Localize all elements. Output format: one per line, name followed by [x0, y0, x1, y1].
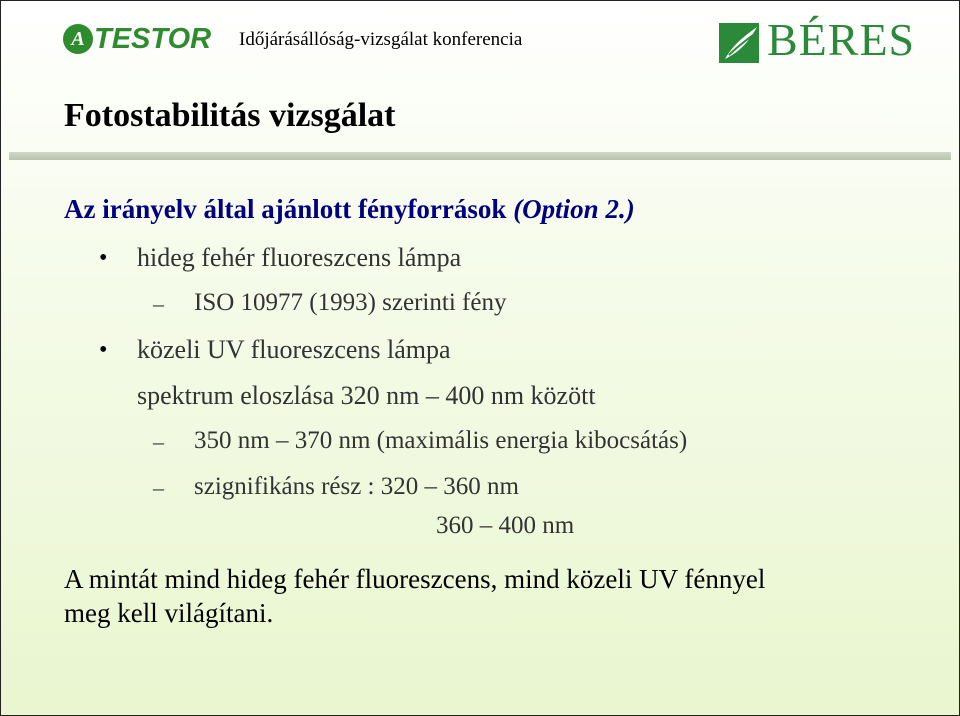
list-item-spectrum: spektrum eloszlása 320 nm – 400 nm között — [137, 381, 596, 410]
footer-text — [64, 562, 765, 630]
list-item-dash-1: ISO 10977 (1993) szerinti fény — [194, 289, 507, 316]
list-item-dash-3: szignifikáns rész : 320 – 360 nm — [194, 473, 519, 500]
list-item-dash-2: 350 nm – 370 nm (maximális energia kibocsátás) — [194, 427, 688, 454]
section-heading-option: (Option 2.) — [513, 194, 635, 224]
beres-logo — [719, 15, 915, 65]
testor-logo-mark: A — [63, 24, 93, 54]
conference-title: Időjárásállóság-vizsgálat konferencia — [239, 29, 523, 50]
footer-line-1: A mintát mind hideg fehér fluoreszcens, mind közeli UV fénnyel — [64, 564, 766, 594]
list-item-bullet-1: hideg fehér fluoreszcens lámpa — [137, 243, 462, 272]
testor-logo-text: TESTOR — [94, 22, 212, 55]
bullet-icon: • — [99, 337, 108, 363]
dash-icon: – — [153, 429, 164, 454]
list-item-bullet-2: közeli UV fluoreszcens lámpa — [137, 335, 451, 364]
section-heading — [64, 194, 635, 225]
title-divider — [9, 152, 951, 160]
section-heading-text: Az irányelv által ajánlott fényforrások — [64, 194, 507, 224]
page-title: Fotostabilitás vizsgálat — [64, 97, 396, 134]
bullet-icon: • — [99, 245, 108, 271]
dash-icon: – — [153, 475, 164, 500]
beres-logo-icon — [719, 15, 763, 65]
beres-logo-text: BÉRES — [767, 14, 916, 65]
dash-icon: – — [153, 291, 164, 316]
list-item-dash-3-continuation: 360 – 400 nm — [436, 512, 575, 539]
testor-logo — [63, 23, 211, 55]
footer-line-2: meg kell világítani. — [64, 598, 274, 628]
